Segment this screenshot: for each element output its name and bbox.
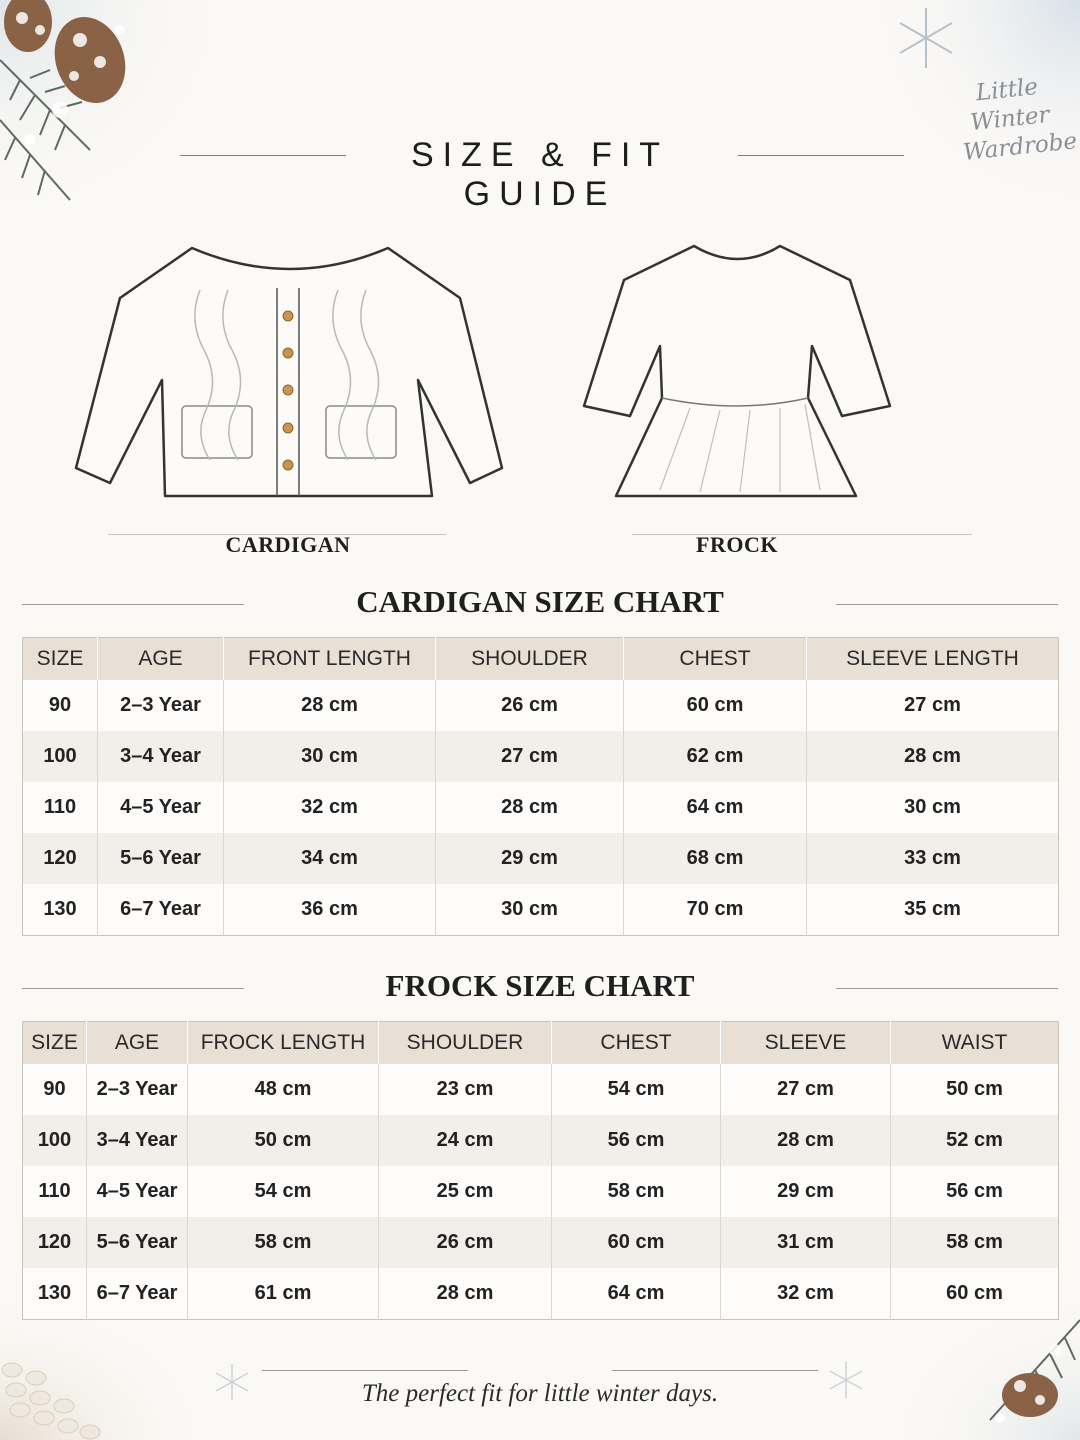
cell-size: 130 [23, 884, 98, 936]
page-title: SIZE & FIT GUIDE [410, 136, 670, 213]
col-frock-length: FROCK LENGTH [188, 1022, 379, 1065]
col-age: AGE [87, 1022, 188, 1065]
cell-chest: 68 cm [624, 833, 807, 884]
cell-shoulder: 30 cm [436, 884, 624, 936]
cardigan-chart-title: CARDIGAN SIZE CHART [356, 584, 724, 619]
cell-waist: 56 cm [891, 1166, 1059, 1217]
col-waist: WAIST [891, 1022, 1059, 1065]
cell-shoulder: 28 cm [379, 1268, 552, 1320]
col-shoulder: SHOULDER [436, 638, 624, 681]
frock-chart-title: FROCK SIZE CHART [385, 968, 695, 1003]
cell-size: 120 [23, 833, 98, 884]
cell-age: 4–5 Year [87, 1166, 188, 1217]
cell-sleeve-length: 33 cm [807, 833, 1059, 884]
cell-size: 110 [23, 782, 98, 833]
cell-age: 2–3 Year [98, 680, 224, 731]
cell-frock-length: 48 cm [188, 1064, 379, 1115]
cardigan-size-table [22, 637, 1059, 936]
cell-shoulder: 29 cm [436, 833, 624, 884]
table-row [23, 782, 1059, 833]
table-row [23, 1166, 1059, 1217]
cell-age: 4–5 Year [98, 782, 224, 833]
cell-frock-length: 50 cm [188, 1115, 379, 1166]
cell-sleeve-length: 30 cm [807, 782, 1059, 833]
cell-front-length: 36 cm [224, 884, 436, 936]
table-row [23, 731, 1059, 782]
frock-illustration [580, 240, 896, 505]
cell-chest: 62 cm [624, 731, 807, 782]
tagline-divider-right [612, 1370, 818, 1371]
cell-age: 2–3 Year [87, 1064, 188, 1115]
cell-sleeve: 29 cm [721, 1166, 891, 1217]
pine-branch-top-left-decoration [0, 0, 240, 230]
cell-front-length: 32 cm [224, 782, 436, 833]
cell-size: 100 [23, 731, 98, 782]
cell-shoulder: 26 cm [436, 680, 624, 731]
frock-size-table [22, 1021, 1059, 1320]
cell-age: 5–6 Year [87, 1217, 188, 1268]
table-row [23, 833, 1059, 884]
cardigan-title-divider-right [836, 604, 1058, 605]
table-row [23, 1115, 1059, 1166]
title-row [0, 128, 1080, 213]
cell-shoulder: 27 cm [436, 731, 624, 782]
cell-sleeve: 31 cm [721, 1217, 891, 1268]
cell-sleeve-length: 35 cm [807, 884, 1059, 936]
cell-size: 90 [23, 1064, 87, 1115]
table-row [23, 1268, 1059, 1320]
cell-age: 6–7 Year [98, 884, 224, 936]
table-row [23, 680, 1059, 731]
cell-shoulder: 26 cm [379, 1217, 552, 1268]
cell-frock-length: 61 cm [188, 1268, 379, 1320]
cell-waist: 60 cm [891, 1268, 1059, 1320]
cell-chest: 64 cm [552, 1268, 721, 1320]
title-divider-right [738, 155, 904, 156]
cell-sleeve-length: 28 cm [807, 731, 1059, 782]
cell-front-length: 28 cm [224, 680, 436, 731]
cell-size: 130 [23, 1268, 87, 1320]
cell-chest: 58 cm [552, 1166, 721, 1217]
cell-age: 6–7 Year [87, 1268, 188, 1320]
col-chest: CHEST [624, 638, 807, 681]
frock-title-divider-right [836, 988, 1058, 989]
cell-chest: 60 cm [624, 680, 807, 731]
cardigan-illustration [70, 240, 510, 505]
cell-size: 100 [23, 1115, 87, 1166]
col-sleeve: SLEEVE [721, 1022, 891, 1065]
cell-shoulder: 25 cm [379, 1166, 552, 1217]
col-age: AGE [98, 638, 224, 681]
cell-shoulder: 23 cm [379, 1064, 552, 1115]
cell-chest: 56 cm [552, 1115, 721, 1166]
cell-front-length: 30 cm [224, 731, 436, 782]
cell-chest: 54 cm [552, 1064, 721, 1115]
table-row [23, 884, 1059, 936]
title-divider-left [180, 155, 346, 156]
cell-chest: 64 cm [624, 782, 807, 833]
cell-age: 3–4 Year [98, 731, 224, 782]
table-row [23, 1217, 1059, 1268]
cell-frock-length: 54 cm [188, 1166, 379, 1217]
col-shoulder: SHOULDER [379, 1022, 552, 1065]
cell-sleeve: 32 cm [721, 1268, 891, 1320]
cell-size: 90 [23, 680, 98, 731]
cell-waist: 50 cm [891, 1064, 1059, 1115]
tagline-divider-left [262, 1370, 468, 1371]
brand-line-1: Little [974, 73, 1040, 107]
cell-front-length: 34 cm [224, 833, 436, 884]
cell-size: 110 [23, 1166, 87, 1217]
col-size: SIZE [23, 638, 98, 681]
cardigan-label: CARDIGAN [225, 532, 351, 557]
cell-frock-length: 58 cm [188, 1217, 379, 1268]
col-chest: CHEST [552, 1022, 721, 1065]
col-front-length: FRONT LENGTH [224, 638, 436, 681]
cell-age: 5–6 Year [98, 833, 224, 884]
cell-sleeve: 27 cm [721, 1064, 891, 1115]
brand-line-3: Wardrobe [961, 128, 1079, 166]
cell-sleeve: 28 cm [721, 1115, 891, 1166]
table-header-row [23, 638, 1059, 681]
cell-chest: 60 cm [552, 1217, 721, 1268]
col-size: SIZE [23, 1022, 87, 1065]
cell-shoulder: 28 cm [436, 782, 624, 833]
tagline: The perfect fit for little winter days. [361, 1380, 719, 1407]
col-sleeve-length: SLEEVE LENGTH [807, 638, 1059, 681]
cell-size: 120 [23, 1217, 87, 1268]
table-header-row [23, 1022, 1059, 1065]
table-row [23, 1064, 1059, 1115]
cell-waist: 58 cm [891, 1217, 1059, 1268]
cell-sleeve-length: 27 cm [807, 680, 1059, 731]
brand-line-2: Winter [969, 101, 1051, 137]
cell-chest: 70 cm [624, 884, 807, 936]
cell-shoulder: 24 cm [379, 1115, 552, 1166]
frock-label: FROCK [696, 532, 778, 557]
cell-waist: 52 cm [891, 1115, 1059, 1166]
cell-age: 3–4 Year [87, 1115, 188, 1166]
